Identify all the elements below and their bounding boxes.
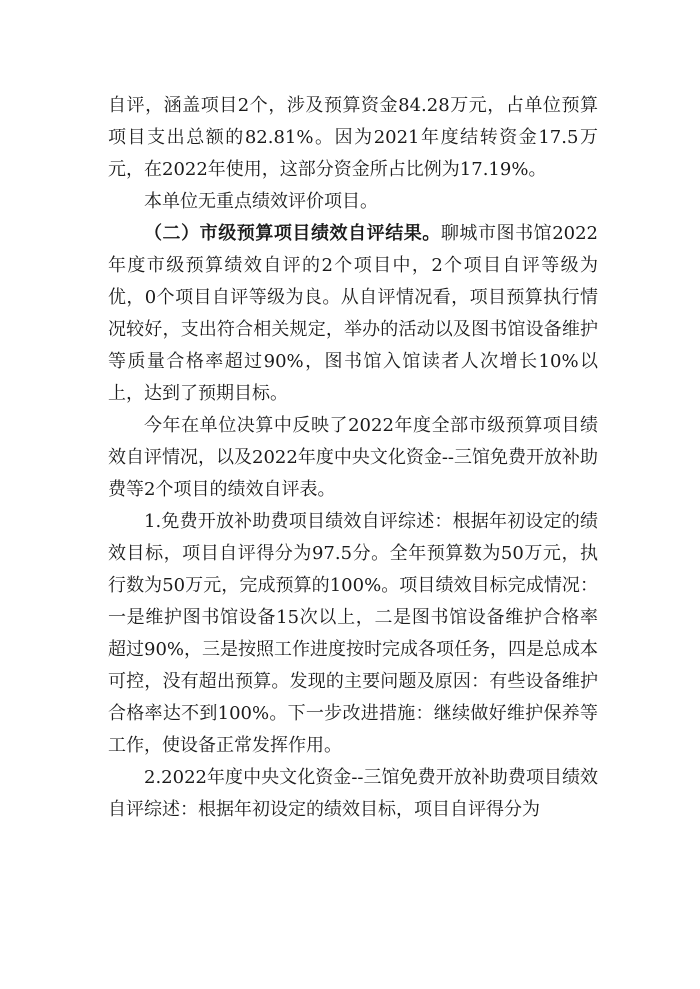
paragraph-text: 1.免费开放补助费项目绩效自评综述：根据年初设定的绩效目标，项目自评得分为97.5分。全年预算数为50万元，执行数为50万元，完成预算的100%。项目绩效目标完成情况：一是维护图书馆设备15次以上，二是图书馆设备维护合格率超过90%，三是按照工作进度按时完成各项任务，四是总成本可控，没有超出预算。发现的主要问题及原因：有些设备维护合格率达不到100%。下一步改进措施：继续做好维护保养等工作，使设备正常发挥作用。	[108, 511, 599, 756]
paragraph-municipal-results	[108, 218, 598, 410]
paragraph-text: 自评，涵盖项目2个，涉及预算资金84.28万元，占单位预算项目支出总额的82.81%。因为2021年度结转资金17.5万元，在2022年使用，这部分资金所占比例为17.19%。	[108, 95, 598, 180]
paragraph-budget-coverage	[108, 90, 598, 186]
paragraph-text: 2.2022年度中央文化资金--三馆免费开放补助费项目绩效自评综述：根据年初设定的绩效目标，项目自评得分为	[108, 767, 598, 820]
paragraph-text: 今年在单位决算中反映了2022年度全部市级预算项目绩效自评情况，以及2022年度中央文化资金--三馆免费开放补助费等2个项目的绩效自评表。	[108, 415, 598, 500]
paragraph-item-1-summary	[108, 506, 598, 762]
paragraph-text: 聊城市图书馆2022年度市级预算绩效自评的2个项目中，2个项目自评等级为优，0个项目自评等级为良。从自评情况看，项目预算执行情况较好，支出符合相关规定，举办的活动以及图书馆设备维护等质量合格率超过90%，图书馆入馆读者人次增长10%以上，达到了预期目标。	[108, 223, 599, 404]
paragraph-final-accounts	[108, 410, 598, 506]
paragraph-text: 本单位无重点绩效评价项目。	[144, 191, 378, 212]
section-heading-inline: （二）市级预算项目绩效自评结果。	[144, 223, 441, 244]
paragraph-no-key-evaluation	[108, 186, 598, 218]
document-body	[108, 90, 598, 826]
paragraph-item-2-summary	[108, 762, 598, 826]
